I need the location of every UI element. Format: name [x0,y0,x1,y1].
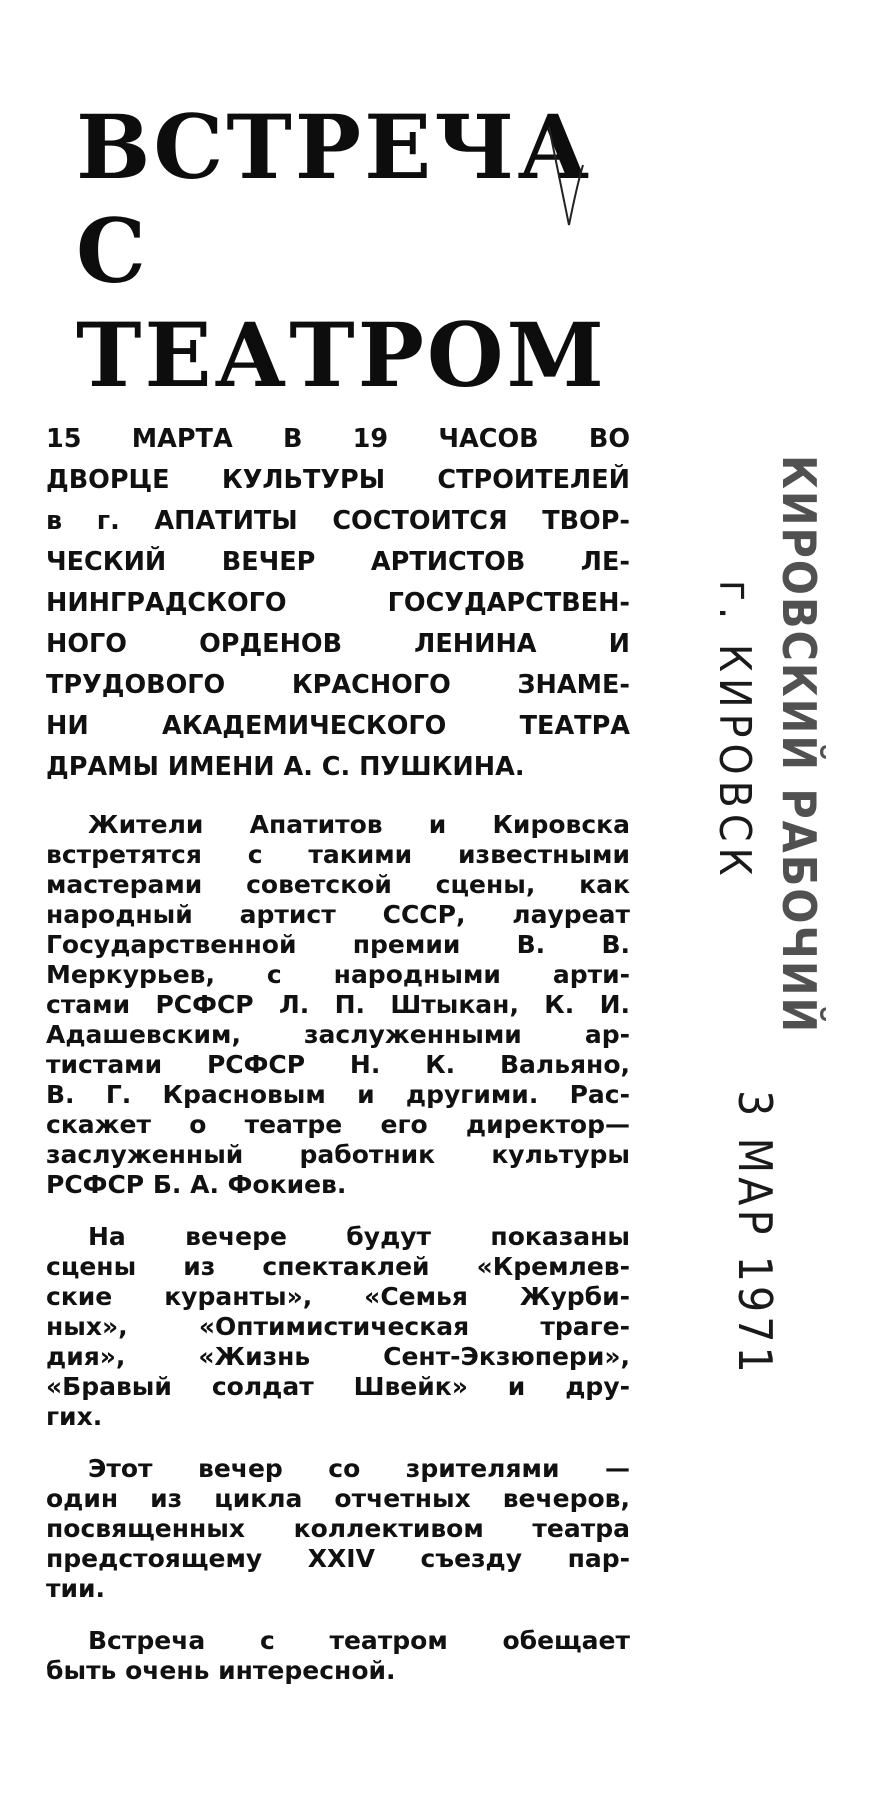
body-paragraph-1 [46,810,630,1200]
body-paragraph-2 [46,1222,630,1432]
lead-line: НИНГРАДСКОГО ГОСУДАРСТВЕН- [46,588,630,618]
city-stamp: г. КИРОВСК [709,580,760,882]
text-line: скажет о театре его директор— [46,1110,630,1139]
text-line: РСФСР Б. А. Фокиев. [46,1170,347,1199]
text-line: заслуженный работник культуры [46,1140,630,1169]
text-line: дия», «Жизнь Сент-Экзюпери», [46,1342,630,1371]
body-paragraph-3 [46,1454,630,1604]
date-stamp: 3 МАР 1971 [728,1090,782,1377]
text-line: Меркурьев, с народными арти- [46,960,630,989]
lead-line: ДРАМЫ ИМЕНИ А. С. ПУШКИНА. [46,752,525,782]
lead-line: ТРУДОВОГО КРАСНОГО ЗНАМЕ- [46,670,630,700]
lead-line: НИ АКАДЕМИЧЕСКОГО ТЕАТРА [46,711,630,741]
text-line: гих. [46,1402,103,1431]
body-paragraph-4 [46,1626,630,1686]
pen-check-mark [545,125,585,235]
text-line: Адашевским, заслуженными ар- [46,1020,630,1049]
text-line: «Бравый солдат Швейк» и дру- [46,1372,630,1401]
text-line: В. Г. Красновым и другими. Рас- [46,1080,630,1109]
lead-line: 15 МАРТА В 19 ЧАСОВ ВО [46,424,630,454]
text-line: Жители Апатитов и Кировска [88,810,630,839]
text-line: тии. [46,1574,106,1603]
text-line: ские куранты», «Семья Журби- [46,1282,630,1311]
text-line: мастерами советской сцены, как [46,870,630,899]
newspaper-clipping [46,95,630,1686]
text-line: стами РСФСР Л. П. Штыкан, К. И. [46,990,630,1019]
text-line: На вечере будут показаны [88,1222,630,1251]
text-line: Встреча с театром обещает [88,1626,630,1655]
headline-line-2: С ТЕАТРОМ [76,199,607,407]
text-line: сцены из спектаклей «Кремлев- [46,1252,630,1281]
text-line: один из цикла отчетных вечеров, [46,1484,630,1513]
text-line: предстоящему XXIV съезду пар- [46,1544,630,1573]
lead-line: в г. АПАТИТЫ СОСТОИТСЯ ТВОР- [46,506,630,536]
text-line: Государственной премии В. В. [46,930,630,959]
text-line: посвященных коллективом театра [46,1514,630,1543]
newspaper-name-stamp: КИРОВСКИЙ РАБОЧИЙ [772,455,826,1035]
text-line: народный артист СССР, лауреат [46,900,630,929]
headline-line-1: ВСТРЕЧА [76,95,593,199]
text-line: Этот вечер со зрителями — [88,1454,630,1483]
text-line: тистами РСФСР Н. К. Вальяно, [46,1050,630,1079]
lead-line: ДВОРЦЕ КУЛЬТУРЫ СТРОИТЕЛЕЙ [46,465,630,495]
lead-line: НОГО ОРДЕНОВ ЛЕНИНА И [46,629,630,659]
text-line: ных», «Оптимистическая траге- [46,1312,630,1341]
text-line: встретятся с такими известными [46,840,630,869]
lead-paragraph [46,419,630,788]
lead-line: ЧЕСКИЙ ВЕЧЕР АРТИСТОВ ЛЕ- [46,547,630,577]
text-line: быть очень интересной. [46,1656,396,1685]
